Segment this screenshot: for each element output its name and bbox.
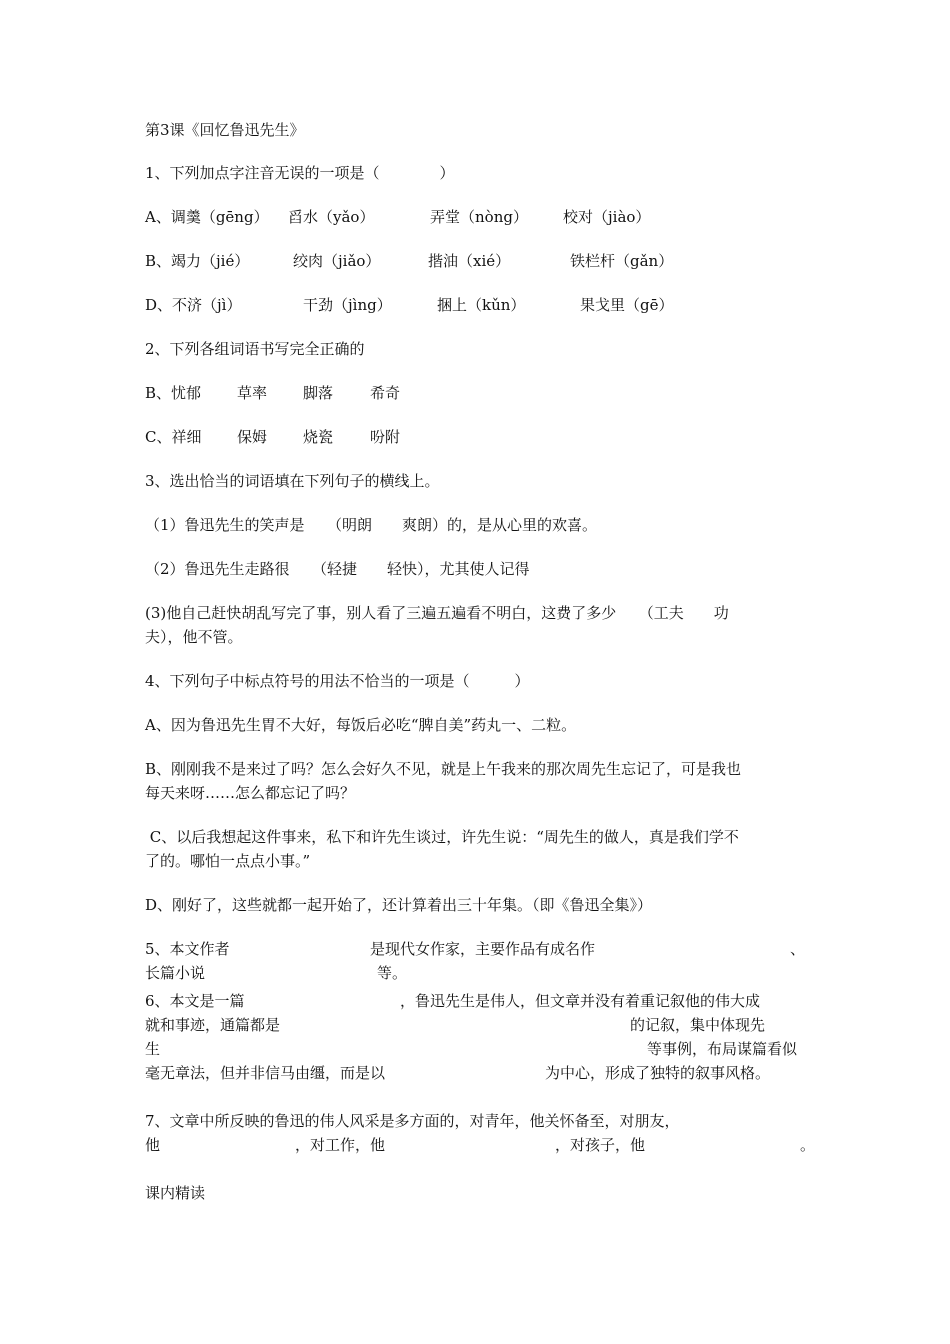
- q4-stem: 4、下列句子中标点符号的用法不恰当的一项是（ ）: [145, 672, 530, 690]
- q4-option-a: A、因为鲁迅先生胃不大好，每饭后必吃“脾自美”药丸一、二粒。: [145, 716, 577, 734]
- q1-a-col1: A、调羹（gēng）: [145, 208, 269, 226]
- q3-stem: 3、选出恰当的词语填在下列句子的横线上。: [145, 472, 440, 490]
- q4-option-b-line1: B、刚刚我不是来过了吗？怎么会好久不见，就是上午我来的那次周先生忘记了，可是我也: [145, 760, 742, 778]
- q7-line1: 7、文章中所反映的鲁迅的伟人风采是多方面的，对青年，他关怀备至，对朋友，: [145, 1112, 680, 1130]
- q1-a-col2: 舀水（yǎo）: [288, 208, 375, 226]
- q7-line2: [145, 1135, 815, 1255]
- q1-b-col4: 铁栏杆（gǎn）: [570, 252, 674, 270]
- q1-a-col4: 校对（jiào）: [563, 208, 651, 226]
- q7-l2-a: 他: [145, 1136, 161, 1154]
- q7-l2-b: ，对工作，他: [295, 1136, 386, 1154]
- q5-end: 等。: [377, 964, 408, 982]
- q2-b-col3: 脚落: [303, 384, 334, 402]
- q2-c-col3: 烧瓷: [303, 428, 334, 446]
- q5-works-prompt: 是现代女作家，主要作品有成名作: [370, 940, 596, 958]
- q1-d-col1: D、不济（jì）: [145, 296, 242, 314]
- q2-b-col2: 草率: [237, 384, 268, 402]
- q7-l2-c: ，对孩子，他: [555, 1136, 646, 1154]
- q2-stem: 2、下列各组词语书写完全正确的: [145, 340, 365, 358]
- q1-d-col2: 干劲（jìng）: [303, 296, 392, 314]
- q6-l3-a: 生: [145, 1040, 161, 1058]
- q3-sentence-2: （2）鲁迅先生走路很 （轻捷 轻快），尤其使人记得: [145, 560, 530, 578]
- q5-author-prompt: 5、本文作者: [145, 940, 230, 958]
- q3-sentence-1: （1）鲁迅先生的笑声是 （明朗 爽朗）的，是从心里的欢喜。: [145, 516, 598, 534]
- q6-l2-b: 的记叙，集中体现先: [630, 1016, 766, 1034]
- q2-b-col1: B、忧郁: [145, 384, 202, 402]
- q2-b-col4: 希奇: [370, 384, 401, 402]
- q1-b-col3: 揩油（xié）: [428, 252, 511, 270]
- q5-comma: 、: [790, 940, 806, 958]
- q7-l2-d: 。: [800, 1136, 816, 1154]
- q2-c-col4: 吩附: [370, 428, 401, 446]
- q1-stem: 1、下列加点字注音无误的一项是（ ）: [145, 164, 455, 182]
- q1-a-col3: 弄堂（nòng）: [430, 208, 528, 226]
- q1-d-col3: 捆上（kǔn）: [437, 296, 526, 314]
- q1-d-col4: 果戈里（gē）: [580, 296, 674, 314]
- q6-l4-a: 毫无章法，但并非信马由缰，而是以: [145, 1064, 386, 1082]
- q2-c-col1: C、祥细: [145, 428, 202, 446]
- q4-option-c-line2: 了的。哪怕一点点小事。”: [145, 852, 311, 870]
- q6-l3-b: 等事例，布局谋篇看似: [647, 1040, 798, 1058]
- q3-sentence-3a: (3)他自己赶快胡乱写完了事，别人看了三遍五遍看不明白，这费了多少 （工夫 功: [145, 604, 729, 622]
- q5-novel-prompt: 长篇小说: [145, 964, 206, 982]
- q3-sentence-3b: 夫），他不管。: [145, 628, 243, 646]
- q6-l1-b: ，鲁迅先生是伟人，但文章并没有着重记叙他的伟大成: [400, 992, 761, 1010]
- q1-b-col1: B、竭力（jié）: [145, 252, 250, 270]
- q4-option-d: D、刚好了，这些就都一起开始了，还计算着出三十年集。（即《鲁迅全集》）: [145, 896, 653, 914]
- q6-l2-a: 就和事迹，通篇都是: [145, 1016, 281, 1034]
- q1-b-col2: 绞肉（jiǎo）: [293, 252, 381, 270]
- q4-option-b-line2: 每天来呀……怎么都忘记了吗？: [145, 784, 356, 802]
- q6-line4: [145, 1063, 810, 1143]
- q2-c-col2: 保姆: [237, 428, 268, 446]
- lesson-title: 第3课《回忆鲁迅先生》: [145, 121, 305, 139]
- q6-l1-a: 6、本文是一篇: [145, 992, 245, 1010]
- section-heading: 课内精读: [145, 1184, 206, 1202]
- q4-option-c-line1: C、以后我想起这件事来，私下和许先生谈过，许先生说：“周先生的做人，真是我们学不: [145, 828, 739, 846]
- q6-l4-b: 为中心，形成了独特的叙事风格。: [545, 1064, 771, 1082]
